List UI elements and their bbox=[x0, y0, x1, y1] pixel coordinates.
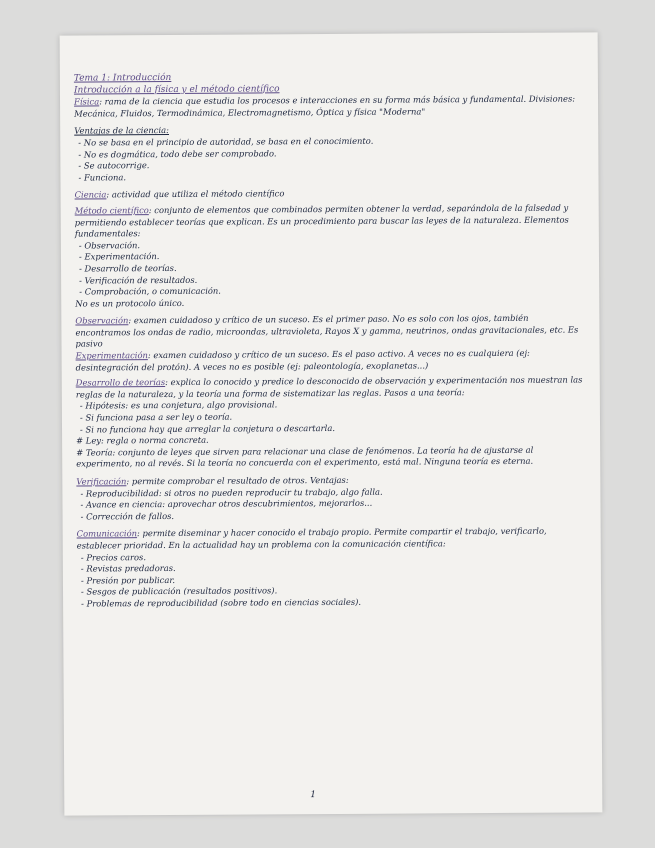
metodo-list bbox=[75, 237, 585, 298]
list-item: - Si no funciona hay que arreglar la conjetura o descartarla. bbox=[79, 422, 336, 435]
ventajas-list bbox=[74, 134, 584, 183]
list-item: - Problemas de reproducibilidad (sobre todo en ciencias sociales). bbox=[81, 596, 362, 609]
verificacion-label: Verificación bbox=[76, 476, 127, 487]
ley-note: # Ley: regla o norma concreta. bbox=[76, 434, 209, 446]
fisica-label: Física bbox=[73, 96, 100, 107]
experimentacion-label: Experimentación bbox=[75, 350, 148, 361]
verificacion-list bbox=[76, 485, 586, 523]
notebook-page bbox=[60, 32, 603, 815]
list-item: - Observación. bbox=[78, 239, 141, 251]
page-number: 1 bbox=[310, 790, 317, 801]
desarrollo-list bbox=[76, 398, 586, 436]
comunicacion-list bbox=[77, 549, 587, 610]
topic-heading: Tema 1: Introducción bbox=[73, 72, 172, 84]
list-item: - Se autocorrige. bbox=[78, 160, 150, 171]
list-item: - Verificación de resultados. bbox=[79, 274, 198, 286]
list-item: - No se basa en el principio de autoridad, se basa en el conocimiento. bbox=[78, 135, 374, 148]
experimentacion-text: : examen cuidadoso y crítico de un suceso. Es el paso activo. A veces no es cualquiera (ej: desintegración del protón). A veces no es posible (ej: paleontología, exoplanetas...) bbox=[75, 347, 530, 373]
metodo-label: Método científico bbox=[74, 205, 149, 216]
list-item: - Comprobación, o comunicación. bbox=[79, 285, 221, 297]
list-item: - Precios caros. bbox=[80, 551, 146, 563]
list-item: - Hipótesis: es una conjetura, algo provisional. bbox=[79, 399, 278, 411]
ciencia-label: Ciencia bbox=[74, 189, 107, 200]
list-item: - Experimentación. bbox=[78, 251, 160, 262]
fisica-text: : rama de la ciencia que estudia los procesos e interacciones en su forma más básica y fundamental. Divisiones: Mecánica, Fluidos, Termodinámica, Electromagnetismo, Óptica y física "Moderna" bbox=[74, 93, 576, 119]
experimentacion-definition bbox=[76, 348, 586, 374]
observacion-label: Observación bbox=[75, 315, 129, 326]
metodo-text: : conjunto de elementos que combinados permiten obtener la verdad, separándola de la falsedad y permitiendo establecer teorías que explican. Es un procedimiento para buscar las leyes de la naturaleza. Elementos fundamentales: bbox=[74, 202, 569, 239]
comunicacion-text: : permite diseminar y hacer conocido el trabajo propio. Permite compartir el trabajo, verificarlo, establecer prioridad. En la actualidad hay un problema con la comunicación científica: bbox=[76, 526, 547, 551]
metodo-definition bbox=[75, 202, 585, 240]
list-item: - Funciona. bbox=[78, 171, 127, 183]
ventajas-heading: Ventajas de la ciencia: bbox=[74, 125, 169, 136]
ciencia-text: : actividad que utiliza el método científico bbox=[106, 188, 285, 200]
list-item: - Sesgos de publicación (resultados positivos). bbox=[80, 585, 278, 597]
page-title: Introducción a la física y el método científico bbox=[73, 83, 280, 96]
teoria-note: # Teoría: conjunto de leyes que sirven para relacionar una clase de fenómenos. La teoría ha de ajustarse al experimento, no al revés. Si la teoría no concuerda con el experimento, está mal. Ninguna teoría es eterna. bbox=[76, 444, 534, 469]
comunicacion-label: Comunicación bbox=[76, 528, 138, 539]
metodo-closing: No es un protocolo único. bbox=[75, 297, 185, 309]
list-item: - No es dogmática, todo debe ser comprobado. bbox=[78, 147, 277, 160]
fisica-definition bbox=[74, 94, 584, 120]
verificacion-text: : permite comprobar el resultado de otros. Ventajas: bbox=[126, 474, 349, 487]
list-item: - Avance en ciencia: aprovechar otros descubrimientos, mejorarlos... bbox=[80, 497, 373, 510]
notes-content bbox=[74, 70, 587, 610]
desarrollo-text: : explica lo conocido y predice lo desconocido de observación y experimentación nos muestran las reglas de la naturaleza, y la teoría una forma de sistematizar las reglas. Pasos a una teoría: bbox=[75, 374, 583, 400]
list-item: - Revistas predadoras. bbox=[80, 563, 176, 574]
list-item: - Reproducibilidad: si otros no pueden reproducir tu trabajo, algo falla. bbox=[80, 486, 383, 499]
list-item: - Si funciona pasa a ser ley o teoría. bbox=[79, 411, 233, 423]
comunicacion-definition bbox=[77, 526, 587, 552]
desarrollo-label: Desarrollo de teorías bbox=[75, 377, 166, 388]
list-item: - Corrección de fallos. bbox=[80, 510, 175, 522]
observacion-definition bbox=[75, 313, 585, 351]
list-item: - Desarrollo de teorías. bbox=[79, 262, 177, 274]
observacion-text: : examen cuidadoso y crítico de un suceso. Es el primer paso. No es solo con los ojos, también encontramos los ondas de radio, microondas, ultravioleta, Rayos X y gamma, neutrinos, ondas gravitacionales, etc. Es pasivo bbox=[75, 313, 579, 350]
list-item: - Presión por publicar. bbox=[80, 574, 176, 586]
desarrollo-definition bbox=[76, 375, 586, 401]
